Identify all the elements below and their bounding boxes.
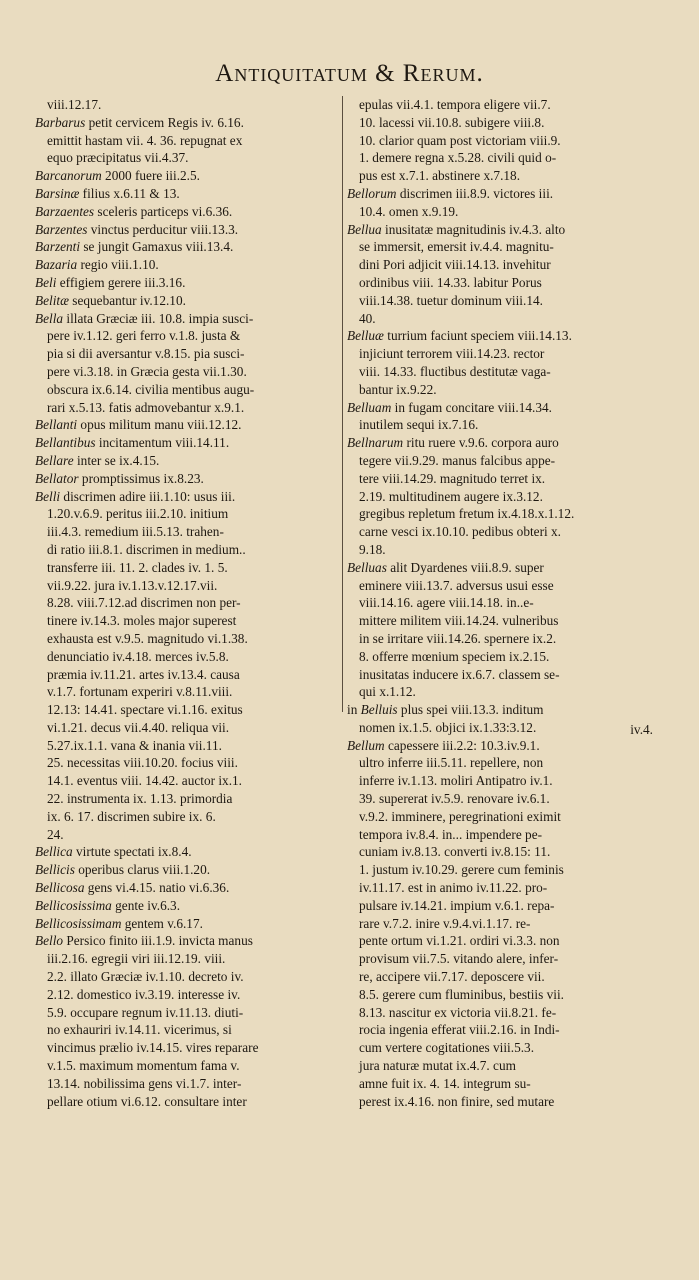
entry-text: vincimus prælio iv.14.15. vires reparare [47, 1040, 259, 1056]
entry-text: 39. supererat iv.5.9. renovare iv.6.1. [359, 791, 550, 807]
entry-text: inter se ix.4.15. [73, 452, 160, 468]
entry-text: pere iv.1.12. geri ferro v.1.8. justa & [47, 328, 241, 344]
index-line [347, 238, 667, 256]
entry-text: gens vi.4.15. natio vi.6.36. [84, 880, 230, 896]
index-line [347, 612, 667, 630]
entry-text: v.9.2. imminere, peregrinationi eximit [359, 808, 561, 824]
headword: Bellare [35, 452, 74, 468]
running-header: Antiquitatum & Rerum. [215, 60, 484, 87]
index-line [347, 96, 667, 114]
index-line [347, 381, 667, 399]
index-line [347, 772, 667, 790]
entry-text: vi.1.21. decus vii.4.40. reliqua vii. [47, 719, 230, 735]
entry-text: provisum vii.7.5. vitando alere, infer- [359, 951, 559, 967]
entry-text: perest ix.4.16. non finire, sed mutare [359, 1093, 555, 1109]
entry-text: 25. necessitas viii.10.20. focius viii. [47, 755, 238, 771]
entry-text: 13.14. nobilissima gens vi.1.7. inter- [47, 1075, 242, 1091]
index-line [35, 167, 335, 185]
index-line [35, 843, 335, 861]
index-line [35, 523, 335, 541]
entry-text: viii.14.38. tuetur dominum viii.14. [359, 292, 543, 308]
index-line [347, 523, 667, 541]
entry-text: 9.18. [359, 541, 386, 557]
entry-text: alit Dyardenes viii.8.9. super [386, 559, 544, 575]
entry-text: incitamentum viii.14.11. [95, 435, 230, 451]
headword: Barzentes [35, 221, 88, 237]
index-line [347, 915, 667, 933]
index-line [35, 559, 335, 577]
index-column-left [35, 96, 335, 1110]
entry-text: inusitatas inducere ix.6.7. classem se- [359, 666, 560, 682]
entry-text: inutilem sequi ix.7.16. [359, 417, 479, 433]
entry-text: in se irritare viii.14.26. spernere ix.2. [359, 630, 557, 646]
entry-text: v.1.5. maximum momentum fama v. [47, 1058, 240, 1074]
index-line [35, 310, 335, 328]
index-line [347, 310, 667, 328]
index-line [35, 149, 335, 167]
entry-text: pente ortum vi.1.21. ordiri vi.3.3. non [359, 933, 560, 949]
index-line [347, 737, 667, 755]
index-line [347, 897, 667, 915]
index-line [347, 399, 667, 417]
index-line [35, 1093, 335, 1111]
index-line [347, 327, 667, 345]
index-line [35, 737, 335, 755]
index-line [35, 897, 335, 915]
index-line [35, 114, 335, 132]
index-line [347, 149, 667, 167]
index-line [347, 843, 667, 861]
headword: Belluas [347, 559, 387, 575]
entry-text: 2.19. multitudinem augere ix.3.12. [359, 488, 543, 504]
index-line [35, 986, 335, 1004]
entry-text: pellare otium vi.6.12. consultare inter [47, 1093, 247, 1109]
index-line [35, 1075, 335, 1093]
index-line [35, 612, 335, 630]
headword: Bellica [35, 844, 73, 860]
index-line [35, 1004, 335, 1022]
entry-text: ritu ruere v.9.6. corpora auro [403, 435, 559, 451]
entry-text: 8.13. nascitur ex victoria vii.8.21. fe- [359, 1004, 557, 1020]
index-line [347, 594, 667, 612]
entry-text: 14.1. eventus viii. 14.42. auctor ix.1. [47, 773, 242, 789]
entry-text: 2.2. illato Græciæ iv.1.10. decreto iv. [47, 969, 244, 985]
entry-text: discrimen iii.8.9. victores iii. [396, 185, 554, 201]
index-line [347, 790, 667, 808]
index-line [347, 986, 667, 1004]
index-line [347, 559, 667, 577]
entry-text: plus spei viii.13.3. inditum [397, 702, 544, 718]
entry-text: vii.9.22. jura iv.1.13.v.12.17.vii. [47, 577, 218, 593]
index-line [35, 826, 335, 844]
entry-text: pus est x.7.1. abstinere x.7.18. [359, 168, 521, 184]
index-line [347, 434, 667, 452]
entry-text: tempora iv.8.4. in... impendere pe- [359, 826, 543, 842]
headword: Barbarus [35, 114, 86, 130]
headword: Bellua [347, 221, 382, 237]
index-line [347, 221, 667, 239]
headword: Belluam [347, 399, 392, 415]
headword: Belluis [360, 702, 398, 718]
index-line [35, 470, 335, 488]
entry-text: eminere viii.13.7. adversus usui esse [359, 577, 554, 593]
entry-text: di ratio iii.8.1. discrimen in medium.. [47, 541, 246, 557]
headword: Barzenti [35, 239, 81, 255]
entry-text: 22. instrumenta ix. 1.13. primordia [47, 791, 233, 807]
index-line [35, 96, 335, 114]
index-line [347, 292, 667, 310]
entry-text: sceleris particeps vi.6.36. [94, 203, 233, 219]
entry-text: rare v.7.2. inire v.9.4.vi.1.17. re- [359, 915, 531, 931]
entry-text: inusitatæ magnitudinis iv.4.3. alto [381, 221, 566, 237]
entry-text: qui x.1.12. [359, 684, 416, 700]
entry-text: rari x.5.13. fatis admovebantur x.9.1. [47, 399, 245, 415]
index-column-right [347, 96, 667, 1110]
entry-text: emittit hastam vii. 4. 36. repugnat ex [47, 132, 243, 148]
index-line [347, 256, 667, 274]
index-line [347, 968, 667, 986]
entry-text: 1. justum iv.10.29. gerere cum feminis [359, 862, 564, 878]
headword: Belluæ [347, 328, 384, 344]
entry-text: regio viii.1.10. [77, 257, 159, 273]
index-line [347, 683, 667, 701]
index-line [347, 488, 667, 506]
index-line [35, 505, 335, 523]
entry-text: 24. [47, 826, 64, 842]
entry-text: discrimen adire iii.1.10: usus iii. [60, 488, 236, 504]
entry-text: promptissimus ix.8.23. [78, 470, 204, 486]
entry-text: 1. demere regna x.5.28. civili quid o- [359, 150, 557, 166]
index-line [35, 274, 335, 292]
index-line [347, 114, 667, 132]
index-line [347, 808, 667, 826]
headword: Bellicis [35, 862, 75, 878]
index-line [35, 932, 335, 950]
headword: Bellantibus [35, 435, 96, 451]
entry-text: turrium faciunt speciem viii.14.13. [383, 328, 572, 344]
entry-text: 1.20.v.6.9. peritus iii.2.10. initium [47, 506, 229, 522]
index-line [35, 416, 335, 434]
index-line [35, 327, 335, 345]
entry-text: ordinibus viii. 14.33. labitur Porus [359, 274, 542, 290]
entry-text: exhausta est v.9.5. magnitudo vi.1.38. [47, 630, 248, 646]
entry-text: Persico finito iii.1.9. invicta manus [63, 933, 253, 949]
entry-text: viii.12.17. [47, 97, 102, 112]
entry-text: operibus clarus viii.1.20. [74, 862, 211, 878]
index-line [347, 345, 667, 363]
index-line [35, 701, 335, 719]
index-line [35, 879, 335, 897]
index-line [35, 541, 335, 559]
index-line [347, 470, 667, 488]
index-line [35, 648, 335, 666]
entry-text: se jungit Gamaxus viii.13.4. [80, 239, 234, 255]
entry-text: transferre iii. 11. 2. clades iv. 1. 5. [47, 559, 228, 575]
index-line [347, 932, 667, 950]
index-line [347, 1021, 667, 1039]
headword: Bello [35, 933, 64, 949]
index-line [347, 577, 667, 595]
index-line [347, 274, 667, 292]
index-line [347, 754, 667, 772]
entry-text: opus militum manu viii.12.12. [77, 417, 242, 433]
headword: Bellicosissimam [35, 915, 122, 931]
headword: Bellum [347, 737, 385, 753]
index-line [35, 292, 335, 310]
entry-text: 8.28. viii.7.12.ad discrimen non per- [47, 595, 241, 611]
entry-text: amne fuit ix. 4. 14. integrum su- [359, 1075, 531, 1091]
headword: Bellicosa [35, 880, 85, 896]
index-line [35, 256, 335, 274]
entry-text: iii.2.16. egregii viri iii.12.19. viii. [47, 951, 226, 967]
entry-text: 5.9. occupare regnum iv.11.13. diuti- [47, 1004, 244, 1020]
index-line [35, 861, 335, 879]
headword: Belitæ [35, 292, 69, 308]
entry-text: virtute spectati ix.8.4. [72, 844, 192, 860]
index-line [347, 452, 667, 470]
entry-text: effigiem gerere iii.3.16. [56, 274, 186, 290]
entry-text: rocia ingenia efferat viii.2.16. in Indi- [359, 1022, 560, 1038]
index-line [35, 790, 335, 808]
index-line [35, 683, 335, 701]
index-line [35, 915, 335, 933]
entry-text: in fugam concitare viii.14.34. [391, 399, 552, 415]
index-line [35, 203, 335, 221]
index-line [347, 1004, 667, 1022]
entry-text: 5.27.ix.1.1. vana & inania vii.11. [47, 737, 222, 753]
index-line [35, 434, 335, 452]
index-line [35, 808, 335, 826]
index-line [35, 968, 335, 986]
index-line [347, 1057, 667, 1075]
headword: Bellator [35, 470, 79, 486]
entry-text: præmia iv.11.21. artes iv.13.4. causa [47, 666, 240, 682]
entry-text: jura naturæ mutat ix.4.7. cum [359, 1058, 516, 1074]
entry-text: tere viii.14.29. magnitudo terret ix. [359, 470, 546, 486]
index-line [347, 203, 667, 221]
index-line [347, 167, 667, 185]
entry-text: injiciunt terrorem viii.14.23. rector [359, 346, 545, 362]
index-line [347, 185, 667, 203]
index-line [35, 132, 335, 150]
entry-text: 8.5. gerere cum fluminibus, bestiis vii. [359, 986, 564, 1002]
index-line [35, 577, 335, 595]
index-line [347, 861, 667, 879]
headword: Belli [35, 488, 61, 504]
index-line [347, 416, 667, 434]
entry-text: viii. 14.33. fluctibus destitutæ vaga- [359, 363, 551, 379]
index-line [347, 363, 667, 381]
headword: Bellanti [35, 417, 78, 433]
index-line [35, 754, 335, 772]
entry-text: pere vi.3.18. in Græcia gesta vii.1.30. [47, 363, 247, 379]
index-line [35, 594, 335, 612]
index-line [347, 879, 667, 897]
index-line [35, 452, 335, 470]
catchword: iv.4. [630, 722, 653, 737]
index-line [347, 1075, 667, 1093]
index-line [347, 826, 667, 844]
index-line [35, 381, 335, 399]
entry-text: no exhauriri iv.14.11. vicerimus, si [47, 1022, 232, 1038]
entry-text: 40. [359, 310, 376, 326]
entry-text: cuniam iv.8.13. converti iv.8.15: 11. [359, 844, 551, 860]
index-line [35, 666, 335, 684]
entry-text: mittere militem viii.14.24. vulneribus [359, 613, 559, 629]
index-line [35, 772, 335, 790]
entry-text: epulas vii.4.1. tempora eligere vii.7. [359, 97, 551, 112]
column-divider [342, 96, 343, 712]
index-line [347, 666, 667, 684]
index-line [35, 185, 335, 203]
entry-text: carne vesci ix.10.10. pedibus obteri x. [359, 524, 561, 540]
headword: Bellicosissima [35, 897, 112, 913]
entry-text: capessere iii.2.2: 10.3.iv.9.1. [384, 737, 540, 753]
entry-text: 12.13: 14.41. spectare vi.1.16. exitus [47, 702, 243, 718]
index-line [347, 1039, 667, 1057]
entry-text: 2.12. domestico iv.3.19. interesse iv. [47, 986, 241, 1002]
index-line [35, 399, 335, 417]
entry-text: petit cervicem Regis iv. 6.16. [85, 114, 244, 130]
entry-text: 10. lacessi vii.10.8. subigere viii.8. [359, 114, 545, 130]
index-line [347, 950, 667, 968]
entry-text: bantur ix.9.22. [359, 381, 437, 397]
headword: Barsinæ [35, 185, 80, 201]
headword: Bellnarum [347, 435, 404, 451]
entry-text: gente iv.6.3. [111, 897, 181, 913]
entry-text: filius x.6.11 & 13. [79, 185, 180, 201]
entry-text: viii.14.16. agere viii.14.18. in..e- [359, 595, 534, 611]
entry-text: iv.11.17. est in animo iv.11.22. pro- [359, 880, 548, 896]
entry-text: denunciatio iv.4.18. merces iv.5.8. [47, 648, 229, 664]
entry-text: tinere iv.14.3. moles major superest [47, 613, 237, 629]
index-line [347, 648, 667, 666]
entry-text: vinctus perducitur viii.13.3. [87, 221, 239, 237]
entry-text: inferre iv.1.13. moliri Antipatro iv.1. [359, 773, 553, 789]
entry-text: v.1.7. fortunam experiri v.8.11.viii. [47, 684, 233, 700]
index-line [347, 505, 667, 523]
index-line [347, 630, 667, 648]
entry-text: ix. 6. 17. discrimen subire ix. 6. [47, 808, 216, 824]
headword: Bazaria [35, 257, 78, 273]
entry-text: 10.4. omen x.9.19. [359, 203, 459, 219]
entry-text: pia si dii aversantur v.8.15. pia susci- [47, 346, 245, 362]
line-prefix: in [347, 702, 361, 718]
entry-text: gentem v.6.17. [121, 915, 203, 931]
entry-text: 8. offerre mœnium speciem ix.2.15. [359, 648, 550, 664]
index-line [35, 1057, 335, 1075]
entry-text: iii.4.3. remedium iii.5.13. trahen- [47, 524, 224, 540]
index-line [35, 345, 335, 363]
headword: Barzaentes [35, 203, 95, 219]
index-line [347, 1093, 667, 1111]
headword: Bella [35, 310, 64, 326]
entry-text: re, accipere vii.7.17. deposcere vii. [359, 969, 545, 985]
entry-text: cum vertere cogitationes viii.5.3. [359, 1040, 535, 1056]
entry-text: nomen ix.1.5. objici ix.1.33:3.12. [359, 719, 537, 735]
entry-text: gregibus repletum fretum ix.4.18.x.1.12. [359, 506, 575, 522]
index-line [35, 238, 335, 256]
entry-text: se immersit, emersit iv.4.4. magnitu- [359, 239, 554, 255]
entry-text: illata Græciæ iii. 10.8. impia susci- [63, 310, 254, 326]
index-line [35, 488, 335, 506]
index-line [35, 363, 335, 381]
index-line [347, 719, 667, 737]
index-line [347, 132, 667, 150]
entry-text: pulsare iv.14.21. impium v.6.1. repa- [359, 897, 555, 913]
headword: Beli [35, 274, 57, 290]
index-line [35, 630, 335, 648]
index-line [35, 719, 335, 737]
index-line [347, 701, 667, 719]
index-line [347, 541, 667, 559]
entry-text: 10. clarior quam post victoriam viii.9. [359, 132, 561, 148]
headword: Bellorum [347, 185, 397, 201]
entry-text: equo præcipitatus vii.4.37. [47, 150, 189, 166]
entry-text: dini Pori adjicit viii.14.13. invehitur [359, 257, 551, 273]
index-line [35, 1039, 335, 1057]
index-line [35, 221, 335, 239]
entry-text: 2000 fuere iii.2.5. [101, 168, 200, 184]
index-line [35, 950, 335, 968]
headword: Barcanorum [35, 168, 102, 184]
entry-text: tegere vii.9.29. manus falcibus appe- [359, 452, 556, 468]
index-line [35, 1021, 335, 1039]
entry-text: ultro inferre iii.5.11. repellere, non [359, 755, 544, 771]
entry-text: obscura ix.6.14. civilia mentibus augu- [47, 381, 255, 397]
entry-text: sequebantur iv.12.10. [68, 292, 186, 308]
